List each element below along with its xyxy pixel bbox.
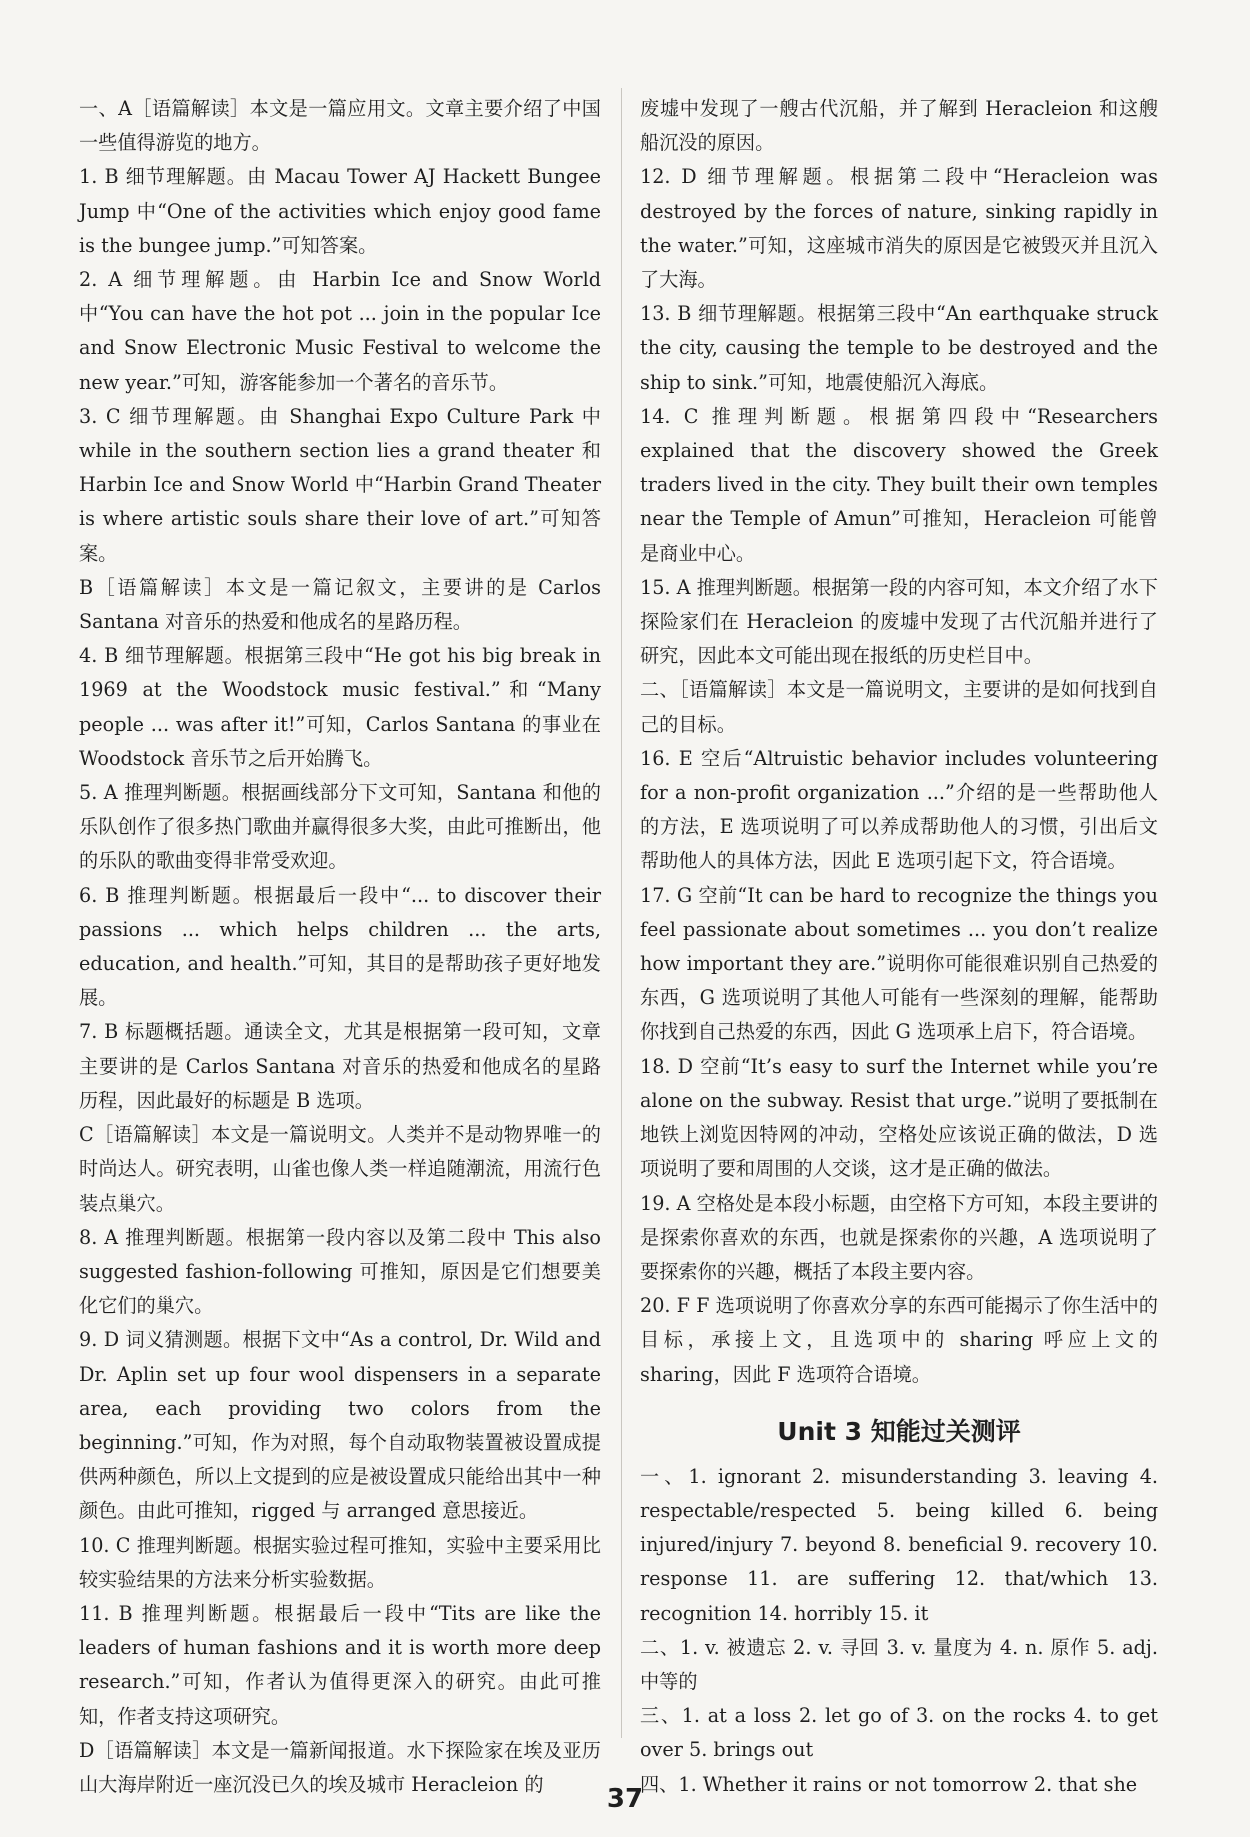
answer-8: 8. A 推理判断题。根据第一段内容以及第二段中 This also suggested fashion-following 可推知，原因是它们想要美化它们的巢穴。	[79, 1225, 601, 1318]
section-d-intro: D［语篇解读］本文是一篇新闻报道。水下探险家在埃及亚历山大海岸附近一座沉没已久的埃及城市 Heracleion 的	[79, 1738, 601, 1796]
answer-4: 4. B 细节理解题。根据第三段中“He got his big break in 1969 at the Woodstock music festival.”和“Many people ... was after it!”可知，Carlos Santana 的事业在 Woodstock 音乐节之后开始腾飞。	[79, 644, 601, 770]
right-column	[640, 92, 1158, 1802]
answer-11: 11. B 推理判断题。根据最后一段中“Tits are like the leaders of human fashions and it is worth more deep research.”可知，作者认为值得更深入的研究。由此可推知，作者支持这项研究。	[79, 1601, 601, 1728]
unit-section-4-answers: 四、1. Whether it rains or not tomorrow 2. that she	[640, 1772, 1138, 1796]
answer-1: 1. B 细节理解题。由 Macau Tower AJ Hackett Bungee Jump 中“One of the activities which enjoy good fame is the bungee jump.”可知答案。	[79, 165, 601, 257]
unit-section-2-answers: 二、1. v. 被遗忘 2. v. 寻回 3. v. 量度为 4. n. 原作 5. adj. 中等的	[640, 1635, 1158, 1693]
section-1a-intro: 一、A［语篇解读］本文是一篇应用文。文章主要介绍了中国一些值得游览的地方。	[79, 97, 601, 155]
unit-title: Unit 3 知能过关测评	[777, 1416, 1021, 1446]
unit-section-3-answers: 三、1. at a loss 2. let go of 3. on the rocks 4. to get over 5. brings out	[640, 1704, 1158, 1762]
section-2-intro: 二、［语篇解读］本文是一篇说明文，主要讲的是如何找到自己的目标。	[640, 678, 1158, 736]
answer-10: 10. C 推理判断题。根据实验过程可推知，实验中主要采用比较实验结果的方法来分析实验数据。	[79, 1533, 601, 1591]
answer-18: 18. D 空前“It’s easy to surf the Internet while you’re alone on the subway. Resist that urge.”说明了要抵制在地铁上浏览因特网的冲动，空格处应该说正确的做法，D 选项说明了要和周围的人交谈，这才是正确的做法。	[640, 1054, 1158, 1181]
answer-16: 16. E 空后“Altruistic behavior includes volunteering for a non-profit organization ...”介绍的是一些帮助他人的方法，E 选项说明了可以养成帮助他人的习惯，引出后文帮助他人的具体方法，因此 E 选项引起下文，符合语境。	[640, 746, 1158, 873]
answer-3: 3. C 细节理解题。由 Shanghai Expo Culture Park 中 while in the southern section lies a grand theater 和 Harbin Ice and Snow World 中“Harbin Grand Theater is where artistic souls share their love of art.”可知答案。	[79, 404, 601, 565]
unit-section-1-answers: 一、1. ignorant 2. misunderstanding 3. leaving 4. respectable/respected 5. being killed 6. being injured/injury 7. beyond 8. beneficial 9. recovery 10. response 11. are suffering 12. that/which 13. recognition 14. horribly 15. it	[640, 1464, 1158, 1625]
answer-7: 7. B 标题概括题。通读全文，尤其是根据第一段可知，文章主要讲的是 Carlos Santana 对音乐的热爱和他成名的星路历程，因此最好的标题是 B 选项。	[79, 1020, 601, 1112]
answer-2: 2. A 细节理解题。由 Harbin Ice and Snow World 中“You can have the hot pot ... join in the popular Ice and Snow Electronic Music Festival to welcome the new year.”可知，游客能参加一个著名的音乐节。	[79, 268, 601, 394]
answer-12: 12. D 细节理解题。根据第二段中“Heracleion was destroyed by the forces of nature, sinking rapidly in the water.”可知，这座城市消失的原因是它被毁灭并且沉入了大海。	[640, 165, 1158, 292]
answer-14: 14. C 推理判断题。根据第四段中“Researchers explained that the discovery showed the Greek traders lived in the city. They built their own temples near the Temple of Amun”可推知，Heracleion 可能曾是商业中心。	[640, 404, 1158, 565]
answer-6: 6. B 推理判断题。根据最后一段中“... to discover their passions ... which helps children ... the arts, education, and health.”可知，其目的是帮助孩子更好地发展。	[79, 883, 601, 1010]
answer-15: 15. A 推理判断题。根据第一段的内容可知，本文介绍了水下探险家们在 Heracleion 的废墟中发现了古代沉船并进行了研究，因此本文可能出现在报纸的历史栏目中。	[640, 575, 1158, 668]
section-c-intro: C［语篇解读］本文是一篇说明文。人类并不是动物界唯一的时尚达人。研究表明，山雀也像人类一样追随潮流，用流行色装点巢穴。	[79, 1123, 601, 1215]
left-column	[79, 92, 601, 1802]
answer-9: 9. D 词义猜测题。根据下文中“As a control, Dr. Wild and Dr. Aplin set up four wool dispensers in a separate area, each providing two colors from the beginning.”可知，作为对照，每个自动取物装置被设置成提供两种颜色，所以上文提到的应是被设置成只能给出其中一种颜色。由此可推知，rigged 与 arranged 意思接近。	[79, 1328, 601, 1523]
section-d-intro-continued: 废墟中发现了一艘古代沉船，并了解到 Heracleion 和这艘船沉没的原因。	[640, 97, 1158, 155]
column-divider	[621, 88, 622, 1738]
answer-17: 17. G 空前“It can be hard to recognize the things you feel passionate about sometimes ... you don’t realize how important they are.”说明你可能很难识别自己热爱的东西，G 选项说明了其他人可能有一些深刻的理解，能帮助你找到自己热爱的东西，因此 G 选项承上启下，符合语境。	[640, 883, 1158, 1044]
answer-20: 20. F F 选项说明了你喜欢分享的东西可能揭示了你生活中的目标，承接上文，且选项中的 sharing 呼应上文的 sharing，因此 F 选项符合语境。	[640, 1294, 1158, 1386]
page-number: 37	[606, 1784, 644, 1814]
answer-5: 5. A 推理判断题。根据画线部分下文可知，Santana 和他的乐队创作了很多热门歌曲并赢得很多大奖，由此可推断出，他的乐队的歌曲变得非常受欢迎。	[79, 781, 601, 873]
section-b-intro: B［语篇解读］本文是一篇记叙文，主要讲的是 Carlos Santana 对音乐的热爱和他成名的星路历程。	[79, 575, 601, 634]
answer-13: 13. B 细节理解题。根据第三段中“An earthquake struck the city, causing the temple to be destroyed and the ship to sink.”可知，地震使船沉入海底。	[640, 302, 1158, 394]
answer-19: 19. A 空格处是本段小标题，由空格下方可知，本段主要讲的是探索你喜欢的东西，也就是探索你的兴趣，A 选项说明了要探索你的兴趣，概括了本段主要内容。	[640, 1191, 1158, 1283]
